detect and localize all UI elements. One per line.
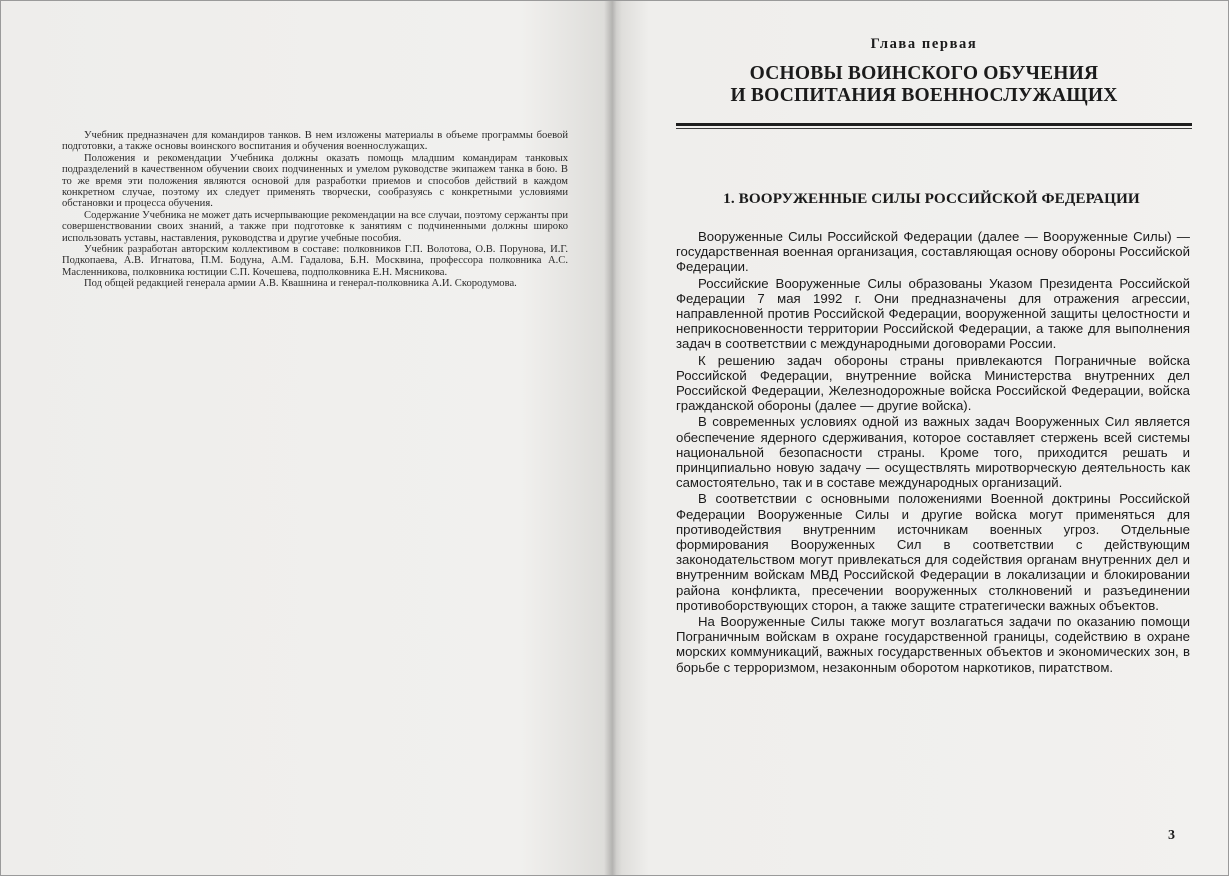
body-paragraph: Российские Вооруженные Силы образованы Указом Президента Российской Федерации 7 мая 1992 г. Они предназначены для отражения агрессии, направленной против Российской Федерации, вооруженной защиты целостности и неприкосновенности территории Российской Федерации, а также для выполнения задач в соответствии с международными договорами России. [676,275,1190,352]
chapter-kicker: Глава первая [870,36,978,52]
left-paragraph: Содержание Учебника не может дать исчерпывающие рекомендации на все случаи, поэтому сержанты при совершенствовании своих знаний, а также при подготовке к занятиям с подчиненными должны широко использовать уставы, наставления, руководства и другие учебные пособия. [62,209,568,244]
chapter-title-line: ОСНОВЫ ВОИНСКОГО ОБУЧЕНИЯ [749,63,1099,84]
left-paragraph: Учебник разработан авторским коллективом в составе: полковников Г.П. Волотова, О.В. Порунова, И.Г. Подкопаева, А.В. Игнатова, П.М. Бодуна, А.М. Гадалова, Б.Н. Москвина, профессора полковника А.С. Масленникова, полковника юстиции С.П. Кочешева, подполковника Е.Н. Мясникова. [62,244,568,278]
body-paragraph: К решению задач обороны страны привлекаются Пограничные войска Российской Федерации, внутренние войска Министерства внутренних дел Российской Федерации, Железнодорожные войска Российской Федерации, войска гражданской обороны (далее — другие войска). [676,352,1190,414]
body-paragraph: В соответствии с основными положениями Военной доктрины Российской Федерации Вооруженные Силы и другие войска могут применяться для противодействия внутренним источникам военных угроз. Отдельные формирования Вооруженных Сил в соответствии с действующим законодательством могут привлекаться для содействия органам внутренних дел и внутренним войскам МВД Российской Федерации в локализации и блокировании района конфликта, пресечении вооруженных столкновений и разъединении противоборствующих сторон, а также защите стратегически важных объектов. [676,491,1190,613]
chapter-title-line: И ВОСПИТАНИЯ ВОЕННОСЛУЖАЩИХ [730,85,1118,106]
body-paragraph: В современных условиях одной из важных задач Вооруженных Сил является обеспечение ядерного сдерживания, которое составляет стержень всей системы национальной безопасности страны. Кроме того, приходится решать и принципиально новую задачу — осуществлять миротворческую деятельность как самостоятельно, так и в составе международных организаций. [676,414,1190,491]
left-paragraph: Учебник предназначен для командиров танков. В нем изложены материалы в объеме программы боевой подготовки, а также основы воинского воспитания и обучения военнослужащих. [62,130,568,153]
section-title: 1. ВООРУЖЕННЫЕ СИЛЫ РОССИЙСКОЙ ФЕДЕРАЦИИ [723,190,1140,207]
left-paragraph: Положения и рекомендации Учебника должны оказать помощь младшим командирам танковых подразделений в качественном обучении своих подчиненных и умелом руководстве экипажем танка в бою. В то же время эти положения являются основой для разработки приемов и способов действий в каждом конкретном случае, поэтому их следует применять творчески, сообразуясь с конкретными условиями обстановки и процесса обучения. [62,152,568,210]
body-paragraph: Вооруженные Силы Российской Федерации (далее — Вооруженные Силы) — государственная военная организация, составляющая основу обороны Российской Федерации. [676,229,1190,275]
left-paragraph: Под общей редакцией генерала армии А.В. Квашнина и генерал-полковника А.И. Скородумова. [84,278,517,290]
body-paragraph: На Вооруженные Силы также могут возлагаться задачи по оказанию помощи Пограничным войскам в охране государственной границы, содействию в охране морских коммуникаций, важных государственных объектов и экономических зон, в борьбе с терроризмом, незаконным оборотом наркотиков, пиратством. [676,614,1190,675]
page-number: 3 [1168,828,1175,843]
